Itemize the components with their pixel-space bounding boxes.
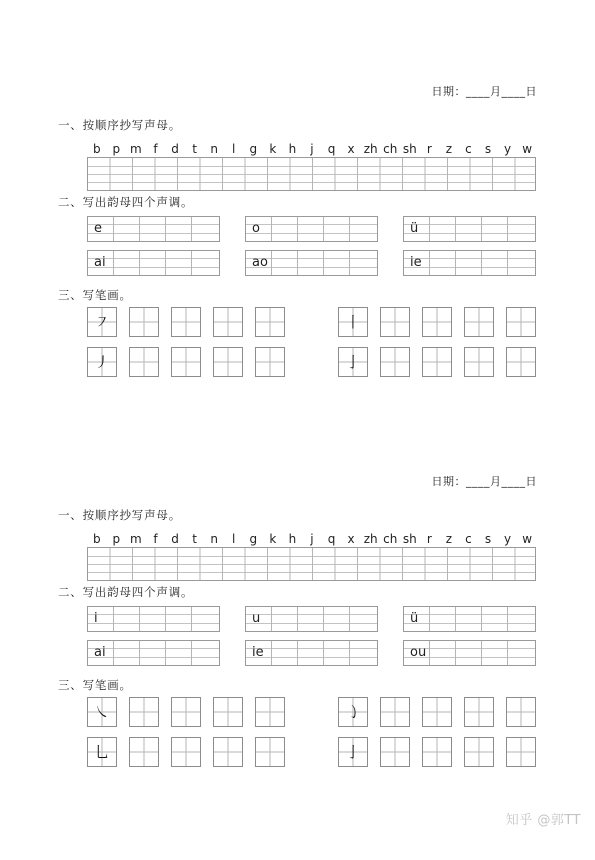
- initial-letter: j: [310, 532, 314, 546]
- tian-grid-box[interactable]: [422, 307, 452, 337]
- initial-letter: zh: [363, 142, 378, 156]
- tian-grid-box[interactable]: [213, 697, 243, 727]
- tian-grid-box[interactable]: [380, 737, 410, 767]
- tian-grid-box[interactable]: [171, 347, 201, 377]
- final-label: e: [94, 221, 102, 236]
- initial-letter: m: [130, 532, 142, 546]
- initial-letter: n: [210, 142, 218, 156]
- final-label: ao: [252, 255, 268, 270]
- initial-letter: f: [153, 532, 158, 546]
- tian-grid-box[interactable]: [129, 737, 159, 767]
- initial-letter: q: [327, 142, 336, 156]
- initial-letter: d: [171, 532, 179, 546]
- initial-letter: p: [112, 142, 121, 156]
- initial-letter: s: [484, 532, 492, 546]
- watermark: 知乎 @郭TT: [505, 813, 581, 828]
- tian-grid-box[interactable]: [464, 697, 494, 727]
- initial-letter: k: [269, 142, 277, 156]
- tian-grid-box[interactable]: [87, 737, 117, 767]
- tian-grid-box[interactable]: [129, 697, 159, 727]
- stroke-sample: 亅: [345, 743, 361, 761]
- tian-grid-box[interactable]: [87, 307, 117, 337]
- tian-grid-box[interactable]: [464, 307, 494, 337]
- final-label: ü: [410, 221, 419, 236]
- initials-row: [87, 532, 537, 546]
- final-label: ü: [410, 611, 419, 626]
- tian-grid-box[interactable]: [338, 737, 368, 767]
- tian-grid-box[interactable]: [380, 307, 410, 337]
- worksheet-2: [0, 460, 595, 860]
- initial-letter: b: [92, 532, 101, 546]
- initial-letter: r: [426, 142, 432, 156]
- initial-letter: l: [232, 142, 236, 156]
- initial-letter: ch: [383, 142, 398, 156]
- initial-letter: c: [465, 532, 472, 546]
- date-line: 日期：____月____日: [431, 475, 537, 488]
- tone-writing-block[interactable]: [245, 606, 378, 632]
- tian-grid-box[interactable]: [213, 737, 243, 767]
- initial-letter: p: [112, 532, 121, 546]
- stroke-sample: 丨: [345, 313, 361, 331]
- tone-writing-block[interactable]: [87, 606, 220, 632]
- tian-grid-box[interactable]: [380, 697, 410, 727]
- initial-letter: c: [465, 142, 472, 156]
- tone-writing-block[interactable]: [245, 216, 378, 242]
- stroke-sample: ㇁: [345, 703, 361, 721]
- tian-grid-box[interactable]: [213, 307, 243, 337]
- tian-grid-box[interactable]: [422, 697, 452, 727]
- tone-writing-block[interactable]: [245, 250, 378, 276]
- initial-letter: y: [504, 532, 512, 546]
- final-label: ai: [94, 645, 106, 660]
- stroke-sample: 乚: [94, 743, 110, 761]
- initial-letter: z: [445, 532, 453, 546]
- final-label: ie: [410, 255, 422, 270]
- tian-grid-box[interactable]: [255, 737, 285, 767]
- worksheet-1: [0, 70, 595, 470]
- section-3-title: 三、写笔画。: [58, 678, 132, 692]
- tone-writing-block[interactable]: [403, 250, 536, 276]
- tian-grid-box[interactable]: [464, 737, 494, 767]
- final-label: ai: [94, 255, 106, 270]
- initial-letter: q: [327, 532, 336, 546]
- initial-letter: b: [92, 142, 101, 156]
- copy-grid[interactable]: [87, 547, 536, 581]
- tian-grid-box[interactable]: [213, 347, 243, 377]
- initial-letter: k: [269, 532, 277, 546]
- tone-writing-block[interactable]: [403, 640, 536, 666]
- initial-letter: zh: [363, 532, 378, 546]
- section-3-title: 三、写笔画。: [58, 288, 132, 302]
- stroke-sample: ㇏: [94, 703, 110, 721]
- tian-grid-box[interactable]: [171, 697, 201, 727]
- initial-letter: f: [153, 142, 158, 156]
- initial-letter: w: [522, 532, 533, 546]
- final-label: u: [252, 611, 261, 626]
- initial-letter: t: [192, 532, 197, 546]
- tone-writing-block[interactable]: [245, 640, 378, 666]
- initial-letter: l: [232, 532, 236, 546]
- stroke-sample: ㇇: [94, 313, 110, 331]
- tian-grid-box[interactable]: [338, 307, 368, 337]
- final-label: o: [252, 221, 260, 236]
- tian-grid-box[interactable]: [506, 737, 536, 767]
- tian-grid-box[interactable]: [464, 347, 494, 377]
- final-label: ou: [410, 645, 427, 660]
- tian-grid-box[interactable]: [506, 307, 536, 337]
- copy-grid[interactable]: [87, 157, 536, 191]
- initial-letter: r: [426, 532, 432, 546]
- tian-grid-box[interactable]: [171, 307, 201, 337]
- initial-letter: w: [522, 142, 533, 156]
- initial-letter: h: [288, 532, 297, 546]
- final-label: ie: [252, 645, 264, 660]
- tian-grid-box[interactable]: [380, 347, 410, 377]
- initial-letter: y: [504, 142, 512, 156]
- tian-grid-box[interactable]: [129, 347, 159, 377]
- tian-grid-box[interactable]: [422, 347, 452, 377]
- stroke-sample: ㇓: [94, 353, 110, 371]
- tone-writing-block[interactable]: [87, 250, 220, 276]
- final-label: i: [94, 611, 98, 626]
- tian-grid-box[interactable]: [255, 307, 285, 337]
- date-line: 日期：____月____日: [431, 85, 537, 98]
- tian-grid-box[interactable]: [338, 347, 368, 377]
- initial-letter: g: [249, 142, 258, 156]
- initial-letter: d: [171, 142, 179, 156]
- initial-letter: x: [347, 142, 355, 156]
- initial-letter: s: [484, 142, 492, 156]
- initials-row: [87, 142, 537, 156]
- initial-letter: sh: [402, 532, 417, 546]
- initial-letter: n: [210, 532, 218, 546]
- initial-letter: ch: [383, 532, 398, 546]
- section-1-title: 一、按顺序抄写声母。: [58, 118, 181, 132]
- tone-writing-block[interactable]: [403, 606, 536, 632]
- tian-grid-box[interactable]: [87, 347, 117, 377]
- initial-letter: x: [347, 532, 355, 546]
- section-2-title: 二、写出韵母四个声调。: [58, 585, 194, 599]
- section-1-title: 一、按顺序抄写声母。: [58, 508, 181, 522]
- tone-writing-block[interactable]: [403, 216, 536, 242]
- tian-grid-box[interactable]: [255, 697, 285, 727]
- tone-writing-block[interactable]: [87, 640, 220, 666]
- tone-writing-block[interactable]: [87, 216, 220, 242]
- tian-grid-box[interactable]: [129, 307, 159, 337]
- tian-grid-box[interactable]: [171, 737, 201, 767]
- initial-letter: sh: [402, 142, 417, 156]
- initial-letter: t: [192, 142, 197, 156]
- initial-letter: h: [288, 142, 297, 156]
- initial-letter: j: [310, 142, 314, 156]
- tian-grid-box[interactable]: [255, 347, 285, 377]
- section-2-title: 二、写出韵母四个声调。: [58, 195, 194, 209]
- tian-grid-box[interactable]: [338, 697, 368, 727]
- tian-grid-box[interactable]: [506, 347, 536, 377]
- tian-grid-box[interactable]: [87, 697, 117, 727]
- initial-letter: m: [130, 142, 142, 156]
- initial-letter: z: [445, 142, 453, 156]
- tian-grid-box[interactable]: [506, 697, 536, 727]
- stroke-sample: 亅: [345, 353, 361, 371]
- initial-letter: g: [249, 532, 258, 546]
- tian-grid-box[interactable]: [422, 737, 452, 767]
